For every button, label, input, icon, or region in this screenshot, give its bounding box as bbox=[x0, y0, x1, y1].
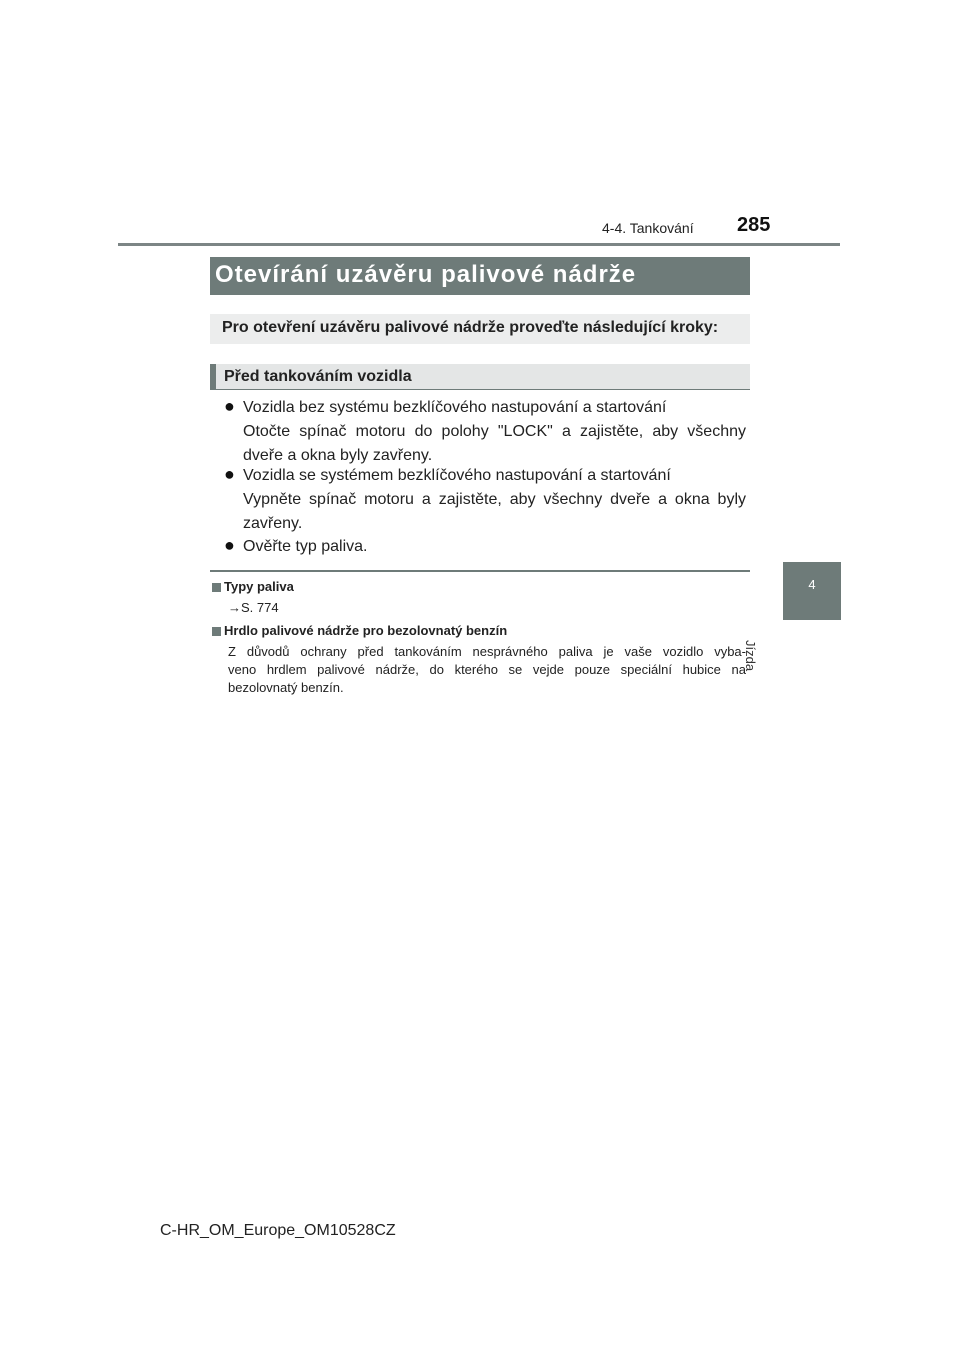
bullet-icon: ● bbox=[224, 535, 235, 555]
page-section-label: 4-4. Tankování bbox=[602, 220, 694, 236]
page-number: 285 bbox=[737, 214, 771, 236]
bullet-2-line: zavřeny. bbox=[243, 515, 303, 532]
bullet-1-line: dveře a okna byly zavřeny. bbox=[243, 447, 433, 464]
subheading-accent bbox=[210, 364, 216, 390]
note-2-text: veno hrdlem palivové nádrže, do kterého se vejde pouze speciální hubice na bbox=[228, 662, 746, 677]
note-2-text: Z důvodů ochrany před tankováním nesprávného paliva je vaše vozidlo vyba- bbox=[228, 644, 746, 659]
note-square-icon bbox=[212, 627, 221, 636]
chapter-tab-number: 4 bbox=[808, 577, 816, 592]
footer-document-code: C-HR_OM_Europe_OM10528CZ bbox=[160, 1222, 396, 1239]
bullet-2-line: Vypněte spínač motoru a zajistěte, aby všechny dveře a okna byly bbox=[243, 491, 746, 508]
bullet-icon: ● bbox=[224, 396, 235, 416]
bullet-1-heading: Vozidla bez systému bezklíčového nastupování a startování bbox=[243, 399, 667, 416]
note-square-icon bbox=[212, 583, 221, 592]
note-2-title: Hrdlo palivové nádrže pro bezolovnatý benzín bbox=[224, 623, 508, 638]
bullet-2-heading: Vozidla se systémem bezklíčového nastupování a startování bbox=[243, 467, 671, 484]
note-2-text: bezolovnatý benzín. bbox=[228, 680, 344, 695]
section-title: Otevírání uzávěru palivové nádrže bbox=[215, 261, 637, 288]
chapter-tab-label: Jízda bbox=[743, 640, 758, 672]
bullet-3-heading: Ověřte typ paliva. bbox=[243, 538, 368, 555]
subheading-text: Před tankováním vozidla bbox=[224, 368, 412, 385]
intro-text: Pro otevření uzávěru palivové nádrže proveďte následující kroky: bbox=[222, 319, 719, 336]
note-1-text: →S. 774 bbox=[228, 600, 279, 615]
bullet-1-line: Otočte spínač motoru do polohy "LOCK" a zajistěte, aby všechny bbox=[243, 423, 746, 440]
note-1-title: Typy paliva bbox=[224, 579, 294, 594]
bullet-icon: ● bbox=[224, 464, 235, 484]
content-divider bbox=[210, 570, 750, 572]
header-divider bbox=[118, 243, 840, 246]
